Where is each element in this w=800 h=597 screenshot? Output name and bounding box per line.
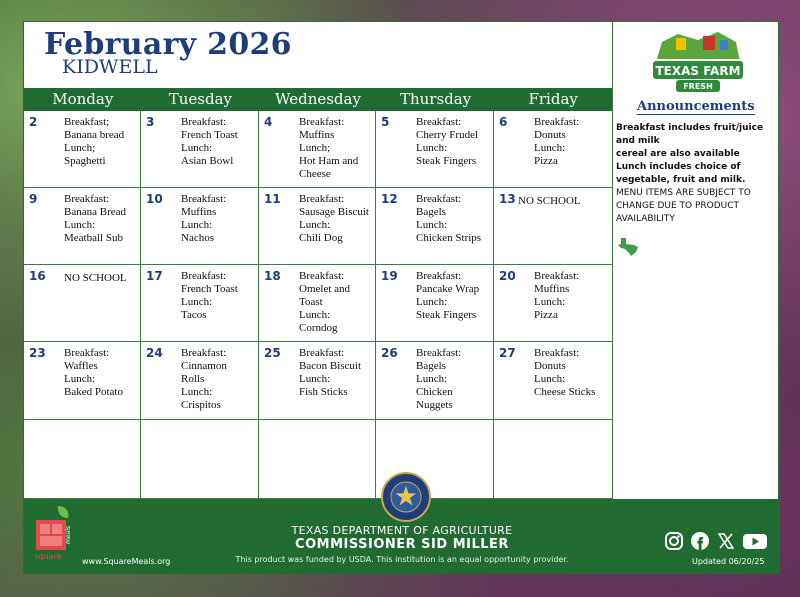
calendar-day-cell <box>24 188 141 265</box>
calendar-day-cell <box>141 265 259 342</box>
svg-text:TEXAS FARM: TEXAS FARM <box>655 64 741 78</box>
day-menu: Breakfast: Cherry Frudel Lunch: Steak Fingers <box>416 116 479 167</box>
calendar-day-cell <box>376 265 494 342</box>
calendar-day-cell <box>141 188 259 265</box>
svg-text:FRESH: FRESH <box>683 82 713 91</box>
day-thursday: Thursday <box>399 90 472 108</box>
calendar-day-cell <box>376 188 494 265</box>
day-menu: Breakfast: Muffins Lunch: Pizza <box>534 270 580 321</box>
calendar-day-cell <box>376 342 494 420</box>
calendar-day-cell <box>259 265 376 342</box>
day-monday: Monday <box>52 90 114 108</box>
calendar-day-cell <box>494 420 612 499</box>
school-name: KIDWELL <box>62 56 158 78</box>
day-number: 12 <box>381 192 398 206</box>
calendar-day-cell <box>141 420 259 499</box>
day-number: 13 <box>499 192 516 206</box>
squaremeals-link[interactable]: www.SquareMeals.org <box>82 557 171 566</box>
day-wednesday: Wednesday <box>275 90 361 108</box>
calendar-grid <box>24 111 612 499</box>
calendar-day-cell <box>494 342 612 420</box>
day-menu: Breakfast: Donuts Lunch: Cheese Sticks <box>534 347 596 398</box>
menu-calendar <box>23 21 779 573</box>
calendar-day-cell <box>494 111 612 188</box>
day-menu: Breakfast: Omelet and Toast Lunch: Corndog <box>299 270 351 334</box>
day-menu: Breakfast: Bagels Lunch: Chicken Strips <box>416 193 482 244</box>
department-name: TEXAS DEPARTMENT OF AGRICULTURE <box>291 524 513 537</box>
day-menu: NO SCHOOL <box>518 195 581 207</box>
announcement-line: Breakfast includes fruit/juice and milk <box>616 123 764 146</box>
day-friday: Friday <box>528 90 578 108</box>
day-number: 24 <box>146 346 163 360</box>
calendar-day-cell <box>259 111 376 188</box>
calendar-day-cell <box>24 265 141 342</box>
texas-state-icon <box>617 237 639 262</box>
day-number: 6 <box>499 115 508 129</box>
footer <box>24 499 780 574</box>
calendar-day-cell <box>24 420 141 499</box>
day-number: 4 <box>264 115 273 129</box>
commissioner-name: COMMISSIONER SID MILLER <box>295 537 509 552</box>
day-number: 25 <box>264 346 281 360</box>
header <box>44 27 292 78</box>
day-number: 27 <box>499 346 516 360</box>
calendar-day-cell <box>24 111 141 188</box>
day-menu: Breakfast: Muffins Lunch; Hot Ham and Cheese <box>299 116 359 180</box>
day-number: 23 <box>29 346 46 360</box>
announcements-title: Announcements <box>637 99 755 114</box>
texas-farm-fresh-logo <box>648 28 748 96</box>
day-number: 18 <box>264 269 281 283</box>
funding-notice: This product was funded by USDA. This institution is an equal opportunity provider. <box>235 555 569 564</box>
svg-text:meals: meals <box>65 525 72 544</box>
social-links <box>664 531 762 551</box>
day-number: 17 <box>146 269 163 283</box>
day-menu: Breakfast: Bagels Lunch: Chicken Nuggets <box>416 347 462 411</box>
day-number: 10 <box>146 192 163 206</box>
weekday-header <box>24 88 612 111</box>
day-number: 2 <box>29 115 38 129</box>
day-menu: Breakfast: French Toast Lunch: Tacos <box>181 270 238 321</box>
day-menu: Breakfast: Donuts Lunch: Pizza <box>534 116 580 167</box>
calendar-day-cell <box>24 342 141 420</box>
calendar-day-cell <box>259 188 376 265</box>
day-number: 3 <box>146 115 155 129</box>
day-menu: Breakfast: Muffins Lunch: Nachos <box>181 193 227 244</box>
calendar-day-cell <box>141 342 259 420</box>
youtube-icon[interactable] <box>742 531 762 551</box>
announcement-line: cereal are also available <box>616 149 740 159</box>
day-number: 9 <box>29 192 38 206</box>
day-number: 5 <box>381 115 390 129</box>
updated-date: Updated 06/20/25 <box>692 557 765 566</box>
month-title: February 2026 <box>44 27 292 62</box>
day-number: 11 <box>264 192 281 206</box>
announcements-panel <box>613 22 779 499</box>
calendar-day-cell <box>259 342 376 420</box>
facebook-icon[interactable] <box>690 531 710 551</box>
calendar-day-cell <box>141 111 259 188</box>
svg-text:square: square <box>34 552 62 561</box>
day-number: 16 <box>29 269 46 283</box>
day-menu: NO SCHOOL <box>64 272 127 284</box>
day-menu: Breakfast: Cinnamon Rolls Lunch: Crispitos <box>181 347 227 411</box>
day-number: 19 <box>381 269 398 283</box>
day-menu: Breakfast: Waffles Lunch: Baked Potato <box>64 347 123 398</box>
calendar-day-cell <box>259 420 376 499</box>
day-number: 26 <box>381 346 398 360</box>
day-menu: Breakfast: Pancake Wrap Lunch: Steak Fingers <box>416 270 480 321</box>
announcement-line: Lunch includes choice of vegetable, fruit and milk. <box>616 162 746 185</box>
x-icon[interactable] <box>716 531 736 551</box>
day-menu: Breakfast: French Toast Lunch: Asian Bowl <box>181 116 238 167</box>
day-number: 20 <box>499 269 516 283</box>
instagram-icon[interactable] <box>664 531 684 551</box>
day-menu: Breakfast: Banana Bread Lunch: Meatball Sub <box>64 193 126 244</box>
day-menu: Breakfast: Bacon Biscuit Lunch: Fish Sticks <box>299 347 362 398</box>
calendar-day-cell <box>494 265 612 342</box>
announcement-line: MENU ITEMS ARE SUBJECT TO CHANGE DUE TO PRODUCT AVAILABILITY <box>616 188 751 224</box>
calendar-day-cell <box>494 188 612 265</box>
announcements-body <box>616 122 776 226</box>
calendar-day-cell <box>376 111 494 188</box>
day-tuesday: Tuesday <box>168 90 233 108</box>
day-menu: Breakfast: Sausage Biscuit Lunch: Chili Dog <box>299 193 369 244</box>
day-menu: Breakfast; Banana bread Lunch; Spaghetti <box>64 116 125 167</box>
tda-seal-icon <box>381 472 431 522</box>
